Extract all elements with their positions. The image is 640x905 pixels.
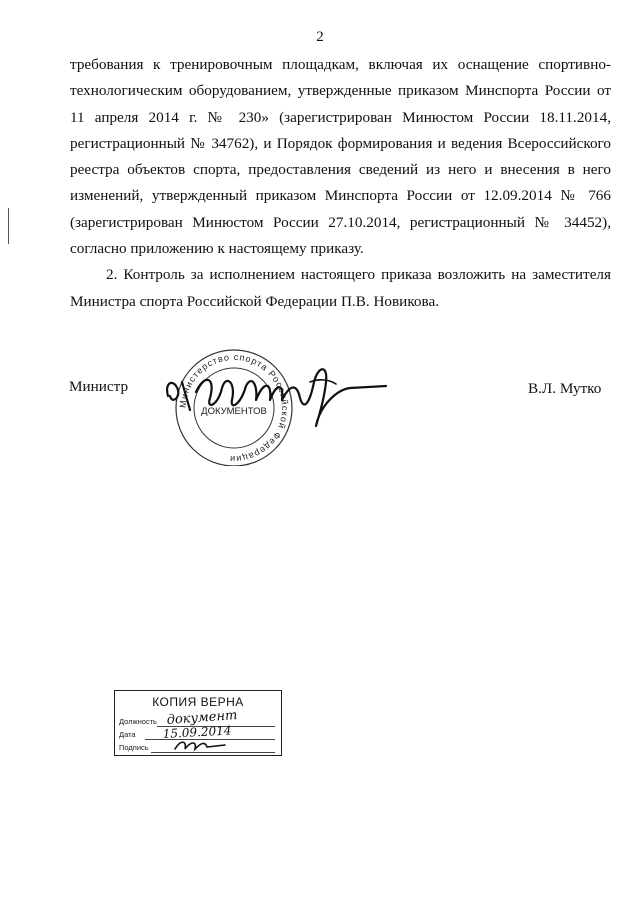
stamp-position-label: Должность bbox=[119, 717, 157, 726]
signatory-name: В.Л. Мутко bbox=[528, 380, 602, 397]
paragraph-2: 2. Контроль за исполнением настоящего приказа возложить на заместителя Министра спорта Российской Федерации П.В. Новикова. bbox=[70, 266, 611, 310]
scan-mark bbox=[8, 208, 9, 244]
seal-center-text: ДОКУМЕНТОВ bbox=[201, 406, 267, 417]
stamp-date-value: 15.09.2014 bbox=[162, 723, 232, 741]
paragraph-1: требования к тренировочным площадкам, включая их оснащение спортивно-технологическим оборудованием, утвержденные приказом Минспорта России от 11 апреля 2014 г. № 230» (зарегистрирован Минюстом России 18.11.2014, регистрационный № 34762), и Порядок формирования и ведения Всероссийского реестра объектов спорта, предоставления сведений из него и внесения в него изменений, утвержденный приказом Минспорта России от 12.09.2014 № 766 (зарегистрирован Минюстом России 27.10.2014, регистрационный № 34452), согласно приложению к настоящему приказу. bbox=[70, 56, 611, 258]
minister-signature bbox=[160, 352, 390, 432]
stamp-position-value: документ bbox=[166, 708, 238, 728]
stamp-handwriting bbox=[115, 691, 283, 757]
signatory-title: Министр bbox=[69, 378, 129, 395]
page-number: 2 bbox=[316, 29, 324, 45]
certified-copy-stamp bbox=[114, 690, 282, 756]
stamp-date-label: Дата bbox=[119, 730, 136, 739]
document-body bbox=[70, 52, 611, 315]
stamp-title: КОПИЯ ВЕРНА bbox=[152, 695, 244, 709]
stamp-signature-label: Подпись bbox=[119, 743, 149, 752]
seal-ring-text: Министерство спорта Российской Федерации bbox=[177, 351, 291, 465]
